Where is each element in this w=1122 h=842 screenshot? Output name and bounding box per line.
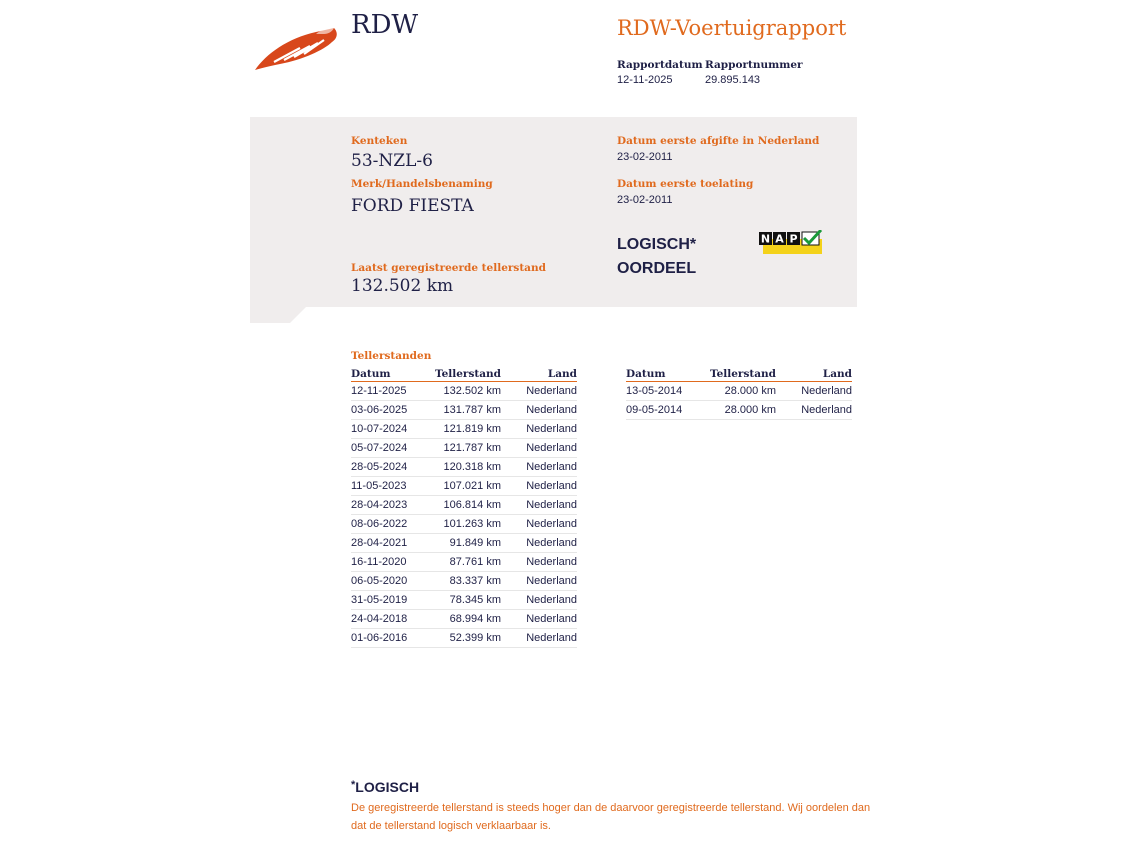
brand-name: RDW	[351, 10, 419, 40]
tellerstanden-rows-right	[626, 382, 852, 420]
cell-land: Nederland	[501, 515, 577, 534]
cell-tellerstand: 52.399 km	[431, 629, 501, 648]
cell-land: Nederland	[501, 553, 577, 572]
cell-land: Nederland	[501, 477, 577, 496]
rapportdatum-value: 12-11-2025	[617, 74, 673, 86]
cell-tellerstand: 121.787 km	[431, 439, 501, 458]
tellerstand-value: 132.502 km	[351, 276, 454, 296]
cell-datum: 05-07-2024	[351, 439, 431, 458]
table-row	[351, 534, 577, 553]
cell-tellerstand: 121.819 km	[431, 420, 501, 439]
table-row	[351, 496, 577, 515]
tellerstand-label: Laatst geregistreerde tellerstand	[351, 262, 546, 274]
vehicle-summary-panel	[250, 117, 857, 323]
cell-land: Nederland	[501, 629, 577, 648]
cell-tellerstand: 107.021 km	[431, 477, 501, 496]
oordeel-line2: OORDEEL	[617, 260, 697, 277]
cell-land: Nederland	[501, 572, 577, 591]
report-title: RDW-Voertuigrapport	[617, 16, 847, 40]
cell-land: Nederland	[501, 458, 577, 477]
cell-datum: 11-05-2023	[351, 477, 431, 496]
table-row	[351, 591, 577, 610]
table-row	[351, 401, 577, 420]
oordeel-text	[617, 233, 696, 281]
tellerstanden-title: Tellerstanden	[351, 350, 432, 362]
rapportnummer-label: Rapportnummer	[705, 59, 803, 71]
cell-land: Nederland	[501, 420, 577, 439]
rapportnummer-value: 29.895.143	[705, 74, 761, 86]
eerste-toelating-label: Datum eerste toelating	[617, 178, 754, 190]
tellerstanden-table-right	[626, 367, 852, 420]
column-header-tellerstand: Tellerstand	[431, 367, 501, 382]
column-header-land: Land	[501, 367, 577, 382]
table-row	[351, 477, 577, 496]
legend-title-text: LOGISCH	[355, 779, 420, 795]
merk-label: Merk/Handelsbenaming	[351, 178, 493, 190]
table-row	[351, 439, 577, 458]
cell-tellerstand: 83.337 km	[431, 572, 501, 591]
cell-tellerstand: 131.787 km	[431, 401, 501, 420]
oordeel-line1: LOGISCH*	[617, 236, 697, 253]
cell-tellerstand: 132.502 km	[431, 382, 501, 401]
column-header-land: Land	[776, 367, 852, 382]
cell-land: Nederland	[501, 534, 577, 553]
tellerstanden-table-left	[351, 367, 577, 648]
column-header-datum: Datum	[626, 367, 706, 382]
table-row	[351, 629, 577, 648]
nap-letter-n: N	[760, 232, 771, 246]
cell-tellerstand: 106.814 km	[431, 496, 501, 515]
cell-land: Nederland	[776, 382, 852, 401]
cell-tellerstand: 120.318 km	[431, 458, 501, 477]
cell-datum: 08-06-2022	[351, 515, 431, 534]
legend-text: De geregistreerde tellerstand is steeds hoger dan de daarvoor geregistreerde tellerstand. Wij oordelen dan dat de tellerstand logisch verklaarbaar is.	[351, 802, 871, 832]
cell-datum: 01-06-2016	[351, 629, 431, 648]
tellerstanden-rows-left	[351, 382, 577, 648]
table-row	[351, 458, 577, 477]
cell-land: Nederland	[776, 401, 852, 420]
rdw-logo-icon	[254, 26, 340, 72]
cell-datum: 28-05-2024	[351, 458, 431, 477]
legend-title	[351, 779, 419, 795]
cell-tellerstand: 28.000 km	[706, 401, 776, 420]
table-header-row	[351, 367, 577, 382]
eerste-afgifte-value: 23-02-2011	[617, 151, 673, 163]
cell-land: Nederland	[501, 591, 577, 610]
cell-tellerstand: 91.849 km	[431, 534, 501, 553]
table-row	[351, 553, 577, 572]
cell-datum: 31-05-2019	[351, 591, 431, 610]
cell-land: Nederland	[501, 610, 577, 629]
cell-tellerstand: 68.994 km	[431, 610, 501, 629]
nap-letter-p: P	[789, 232, 798, 246]
table-row	[351, 420, 577, 439]
cell-land: Nederland	[501, 382, 577, 401]
cell-tellerstand: 101.263 km	[431, 515, 501, 534]
nap-letter-a: A	[775, 232, 784, 246]
cell-land: Nederland	[501, 496, 577, 515]
kenteken-label: Kenteken	[351, 135, 408, 147]
rapportdatum-label: Rapportdatum	[617, 59, 703, 71]
legend-star: *	[351, 779, 356, 791]
cell-tellerstand: 87.761 km	[431, 553, 501, 572]
column-header-datum: Datum	[351, 367, 431, 382]
cell-tellerstand: 28.000 km	[706, 382, 776, 401]
nap-check-logo-icon	[759, 230, 823, 255]
cell-datum: 06-05-2020	[351, 572, 431, 591]
table-row	[626, 382, 852, 401]
kenteken-value: 53-NZL-6	[351, 151, 433, 171]
table-row	[626, 401, 852, 420]
cell-datum: 09-05-2014	[626, 401, 706, 420]
table-header-row	[626, 367, 852, 382]
table-row	[351, 610, 577, 629]
cell-datum: 13-05-2014	[626, 382, 706, 401]
cell-land: Nederland	[501, 401, 577, 420]
eerste-afgifte-label: Datum eerste afgifte in Nederland	[617, 135, 820, 147]
table-row	[351, 382, 577, 401]
cell-datum: 24-04-2018	[351, 610, 431, 629]
cell-land: Nederland	[501, 439, 577, 458]
table-row	[351, 515, 577, 534]
cell-datum: 03-06-2025	[351, 401, 431, 420]
eerste-toelating-value: 23-02-2011	[617, 194, 673, 206]
cell-datum: 28-04-2023	[351, 496, 431, 515]
cell-datum: 10-07-2024	[351, 420, 431, 439]
cell-tellerstand: 78.345 km	[431, 591, 501, 610]
cell-datum: 12-11-2025	[351, 382, 431, 401]
cell-datum: 16-11-2020	[351, 553, 431, 572]
cell-datum: 28-04-2021	[351, 534, 431, 553]
merk-value: FORD FIESTA	[351, 196, 474, 216]
table-row	[351, 572, 577, 591]
column-header-tellerstand: Tellerstand	[706, 367, 776, 382]
